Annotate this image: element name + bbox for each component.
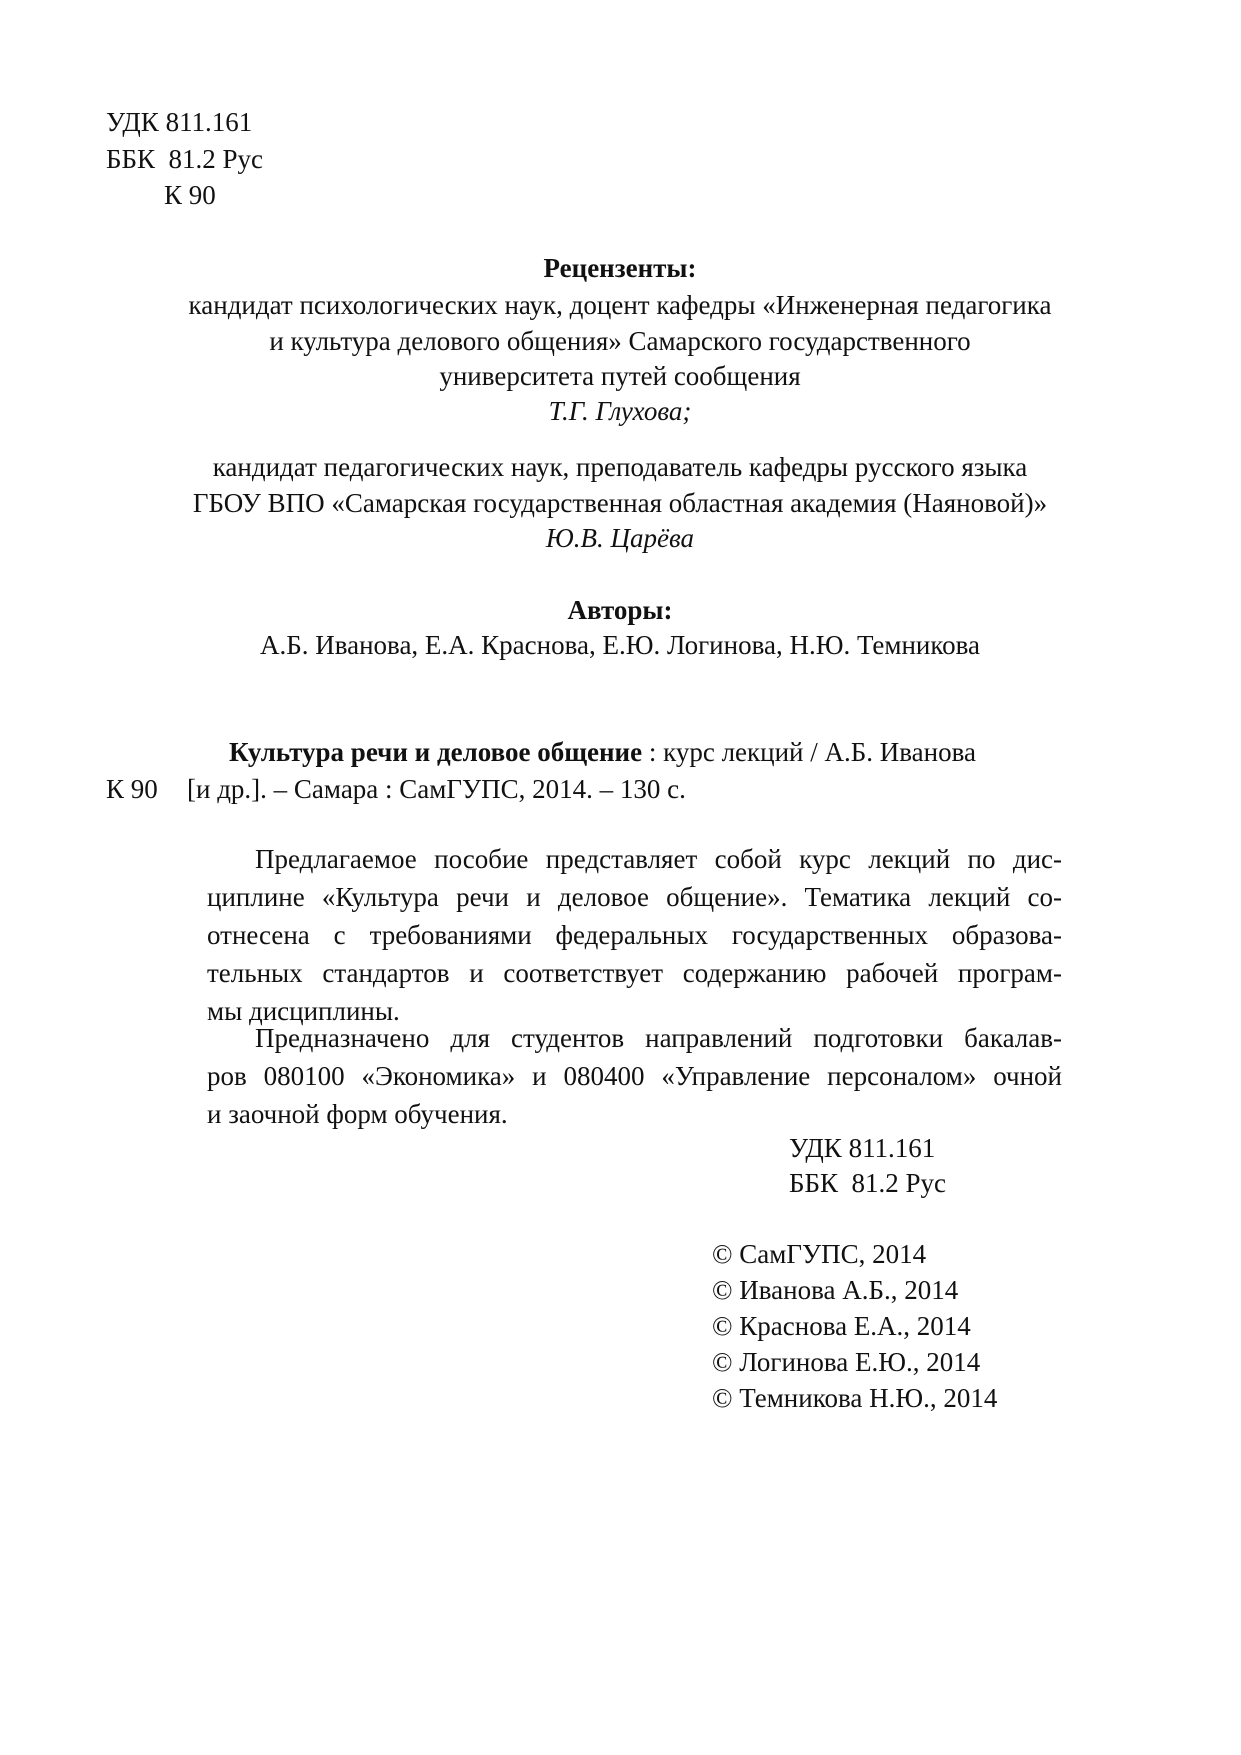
book-description: : курс лекций / А.Б. Иванова [642,737,976,767]
reviewer-2-name: Ю.В. Царёва [545,523,695,553]
annotation-line: циплине «Культура речи и деловое общение». Тематика лекций со- [207,882,1062,912]
copyright-line: © Логинова Е.Ю., 2014 [712,1347,981,1377]
annotation-line: ров 080100 «Экономика» и 080400 «Управление персоналом» очной [207,1061,1062,1091]
reviewer-1-line: и культура делового общения» Самарского государственного [269,326,971,356]
reviewer-1-line: кандидат психологических наук, доцент кафедры «Инженерная педагогика [188,290,1052,320]
annotation-line: и заочной форм обучения. [207,1099,508,1129]
copyright-line: © Иванова А.Б., 2014 [712,1275,959,1305]
annotation-line: Предлагаемое пособие представляет собой курс лекций по дис- [255,844,1062,874]
reviewer-1-name: Т.Г. Глухова; [548,396,692,426]
footer-bbk-code: ББК 81.2 Рус [789,1168,947,1198]
bbk-code: ББК 81.2 Рус [106,144,264,174]
book-title: Культура речи и деловое общение [229,737,643,767]
reviewer-1-line: университета путей сообщения [439,361,801,391]
annotation-paragraph-2 [207,1019,1062,1133]
bibliographic-mark: К 90 [106,774,158,804]
annotation-line: Предназначено для студентов направлений подготовки бакалав- [255,1023,1062,1053]
footer-udk-code: УДК 811.161 [789,1133,936,1163]
annotation-paragraph-1 [207,840,1062,1030]
authors-heading: Авторы: [567,595,673,625]
reviewers-heading: Рецензенты: [543,253,697,283]
bibliographic-line-2: [и др.]. – Самара : СамГУПС, 2014. – 130 с. [187,774,686,804]
udk-code: УДК 811.161 [106,107,253,137]
annotation-line: мы дисциплины. [207,996,400,1026]
annotation-line: отнесена с требованиями федеральных государственных образова- [207,920,1062,950]
reviewer-2-line: кандидат педагогических наук, преподаватель кафедры русского языка [212,452,1028,482]
bibliographic-line-1 [229,734,976,770]
copyright-line: © СамГУПС, 2014 [712,1239,927,1269]
copyright-line: © Краснова Е.А., 2014 [712,1311,971,1341]
authors-list: А.Б. Иванова, Е.А. Краснова, Е.Ю. Логинова, Н.Ю. Темникова [259,630,981,660]
copyright-line: © Темникова Н.Ю., 2014 [712,1383,998,1413]
annotation-line: тельных стандартов и соответствует содержанию рабочей програм- [207,958,1062,988]
reviewer-2-line: ГБОУ ВПО «Самарская государственная областная академия (Наяновой)» [192,488,1048,518]
author-mark: К 90 [164,180,216,210]
